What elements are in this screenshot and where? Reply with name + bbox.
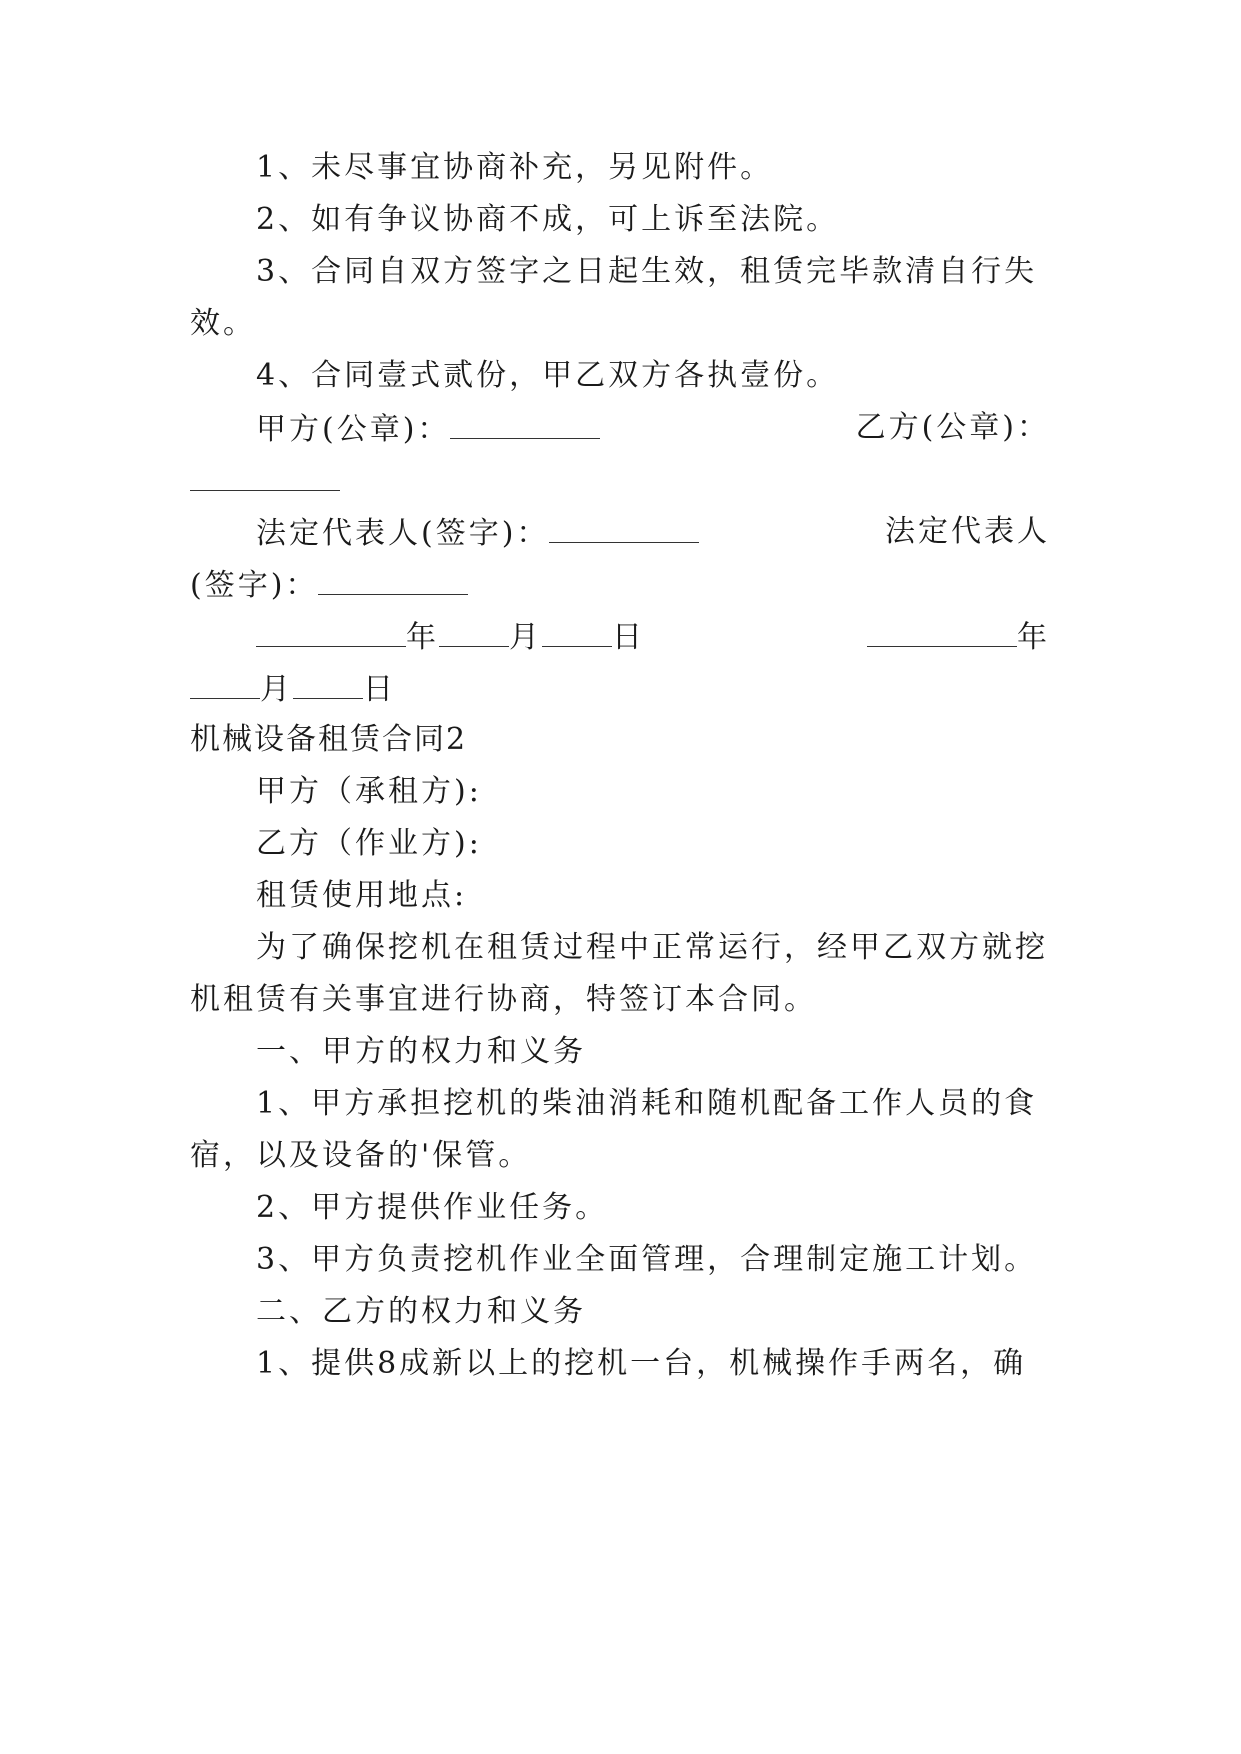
party-b-seal-blank <box>190 460 340 491</box>
section-2-heading: 二、乙方的权力和义务 <box>256 1294 586 1329</box>
date-b-row <box>190 668 1050 710</box>
rep-a <box>256 512 699 554</box>
date-a-day-label: 日 <box>612 620 645 655</box>
date-a <box>256 616 645 658</box>
date-a-month-blank <box>439 616 509 647</box>
clause-3-line-1: 3、合同自双方签字之日起生效，租赁完毕款清自行失 <box>256 254 1038 289</box>
date-b-year-label: 年 <box>1017 620 1050 655</box>
section-1-item-1-line-2: 宿，以及设备的'保管。 <box>190 1138 532 1173</box>
date-a-month-label: 月 <box>509 620 542 655</box>
date-a-day-blank <box>542 616 612 647</box>
rep-a-label: 法定代表人(签字)： <box>256 516 550 551</box>
date-b-month-label: 月 <box>260 672 293 707</box>
party-a-seal-label: 甲方(公章)： <box>256 412 451 447</box>
section-1-item-3: 3、甲方负责挖机作业全面管理，合理制定施工计划。 <box>256 1242 1038 1277</box>
section-2-item-1-line-1: 1、提供8成新以上的挖机一台，机械操作手两名，确 <box>256 1346 1027 1381</box>
section-1-item-2: 2、甲方提供作业任务。 <box>256 1190 609 1225</box>
party-b-operator: 乙方（作业方): <box>256 826 482 861</box>
section-1-item-1-line-1: 1、甲方承担挖机的柴油消耗和随机配备工作人员的食 <box>256 1086 1038 1121</box>
date-b-day-blank <box>293 668 363 699</box>
date-b-year <box>867 616 1050 658</box>
date-b-year-blank <box>867 616 1017 647</box>
rep-b-label-part-1: 法定代表人 <box>885 514 1050 549</box>
rep-a-blank <box>549 512 699 543</box>
intro-line-1: 为了确保挖机在租赁过程中正常运行，经甲乙双方就挖 <box>256 930 1048 965</box>
seal-row <box>256 408 1050 450</box>
party-b-seal-blank-row <box>190 460 1050 502</box>
rep-b-row <box>190 564 1050 606</box>
clause-1: 1、未尽事宜协商补充，另见附件。 <box>256 150 774 185</box>
section-1-heading: 一、甲方的权力和义务 <box>256 1034 586 1069</box>
date-row <box>256 616 1050 658</box>
lease-location: 租赁使用地点: <box>256 878 468 913</box>
party-a-lessee: 甲方（承租方): <box>256 774 482 809</box>
clause-4: 4、合同壹式贰份，甲乙双方各执壹份。 <box>256 358 840 393</box>
clause-3-line-2: 效。 <box>190 306 256 341</box>
party-a-seal <box>256 408 600 450</box>
date-a-year-blank <box>256 616 406 647</box>
party-a-seal-blank <box>450 408 600 439</box>
date-a-year-label: 年 <box>406 620 439 655</box>
rep-b-label-part-2: (签字)： <box>190 568 319 603</box>
contract-2-title: 机械设备租赁合同2 <box>190 722 468 757</box>
representative-row <box>256 512 1050 554</box>
rep-b-blank <box>318 564 468 595</box>
party-b-seal-label: 乙方(公章)： <box>855 410 1050 445</box>
date-b-month-blank <box>190 668 260 699</box>
date-b-day-label: 日 <box>363 672 396 707</box>
clause-2: 2、如有争议协商不成，可上诉至法院。 <box>256 202 840 237</box>
intro-line-2: 机租赁有关事宜进行协商，特签订本合同。 <box>190 982 817 1017</box>
